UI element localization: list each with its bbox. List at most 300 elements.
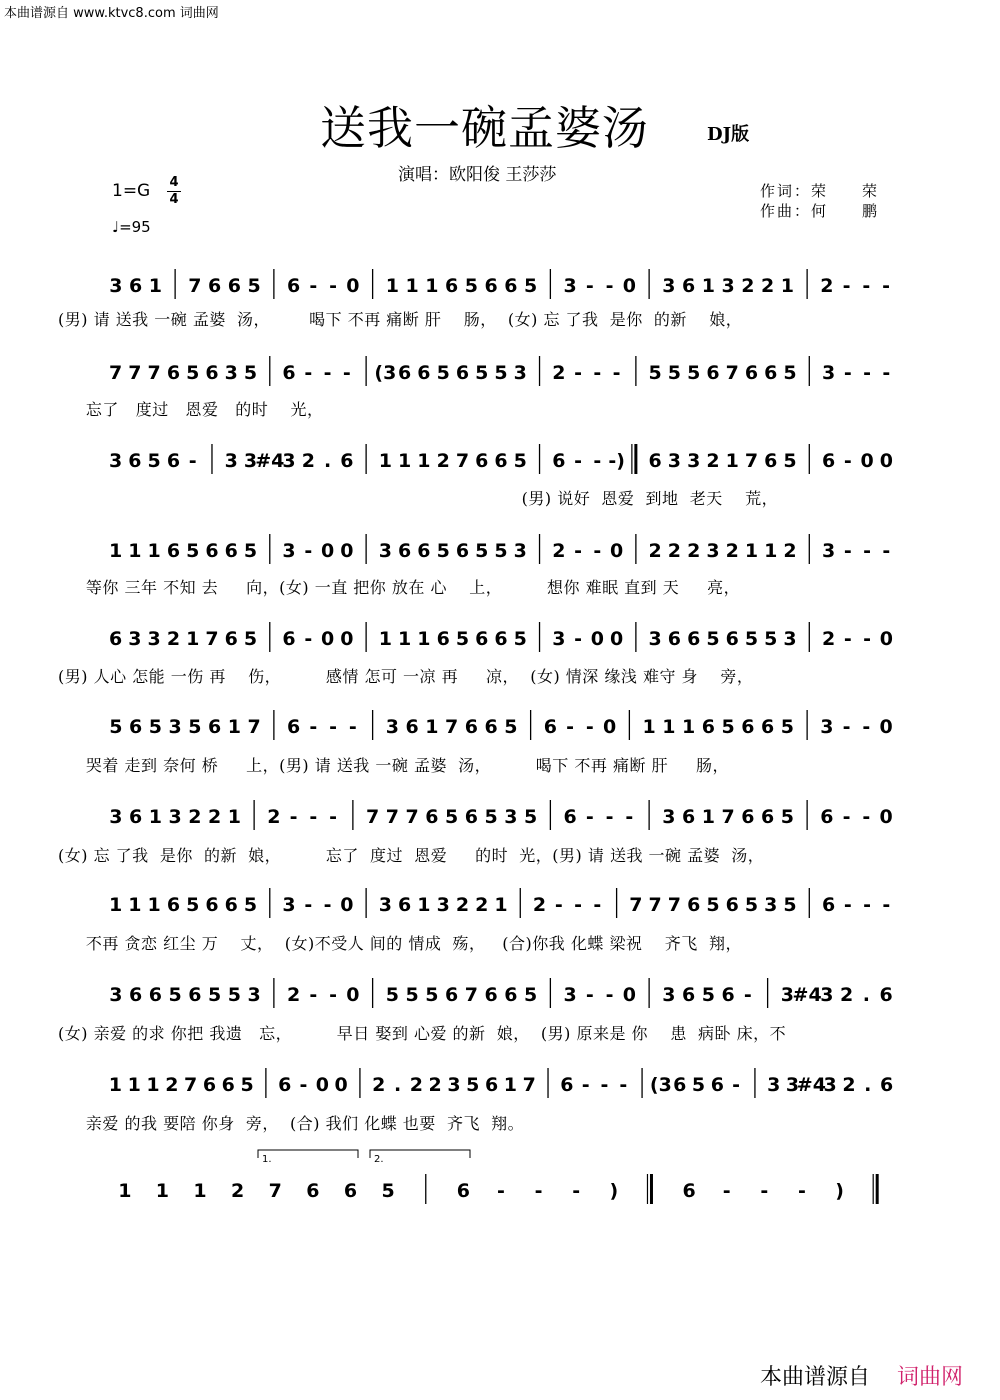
note: 7 — [385, 806, 399, 828]
note: 6 — [687, 894, 701, 916]
note: 5 — [148, 716, 162, 738]
note: 7 — [405, 806, 419, 828]
note: 7 — [725, 362, 739, 384]
note: 3 — [109, 984, 123, 1006]
note: 7 — [128, 362, 142, 384]
note: 6 — [340, 450, 354, 472]
volta-bracket — [370, 1150, 470, 1158]
note: - — [329, 275, 338, 297]
note: 0 — [340, 540, 354, 562]
note: 3 — [552, 628, 566, 650]
note: 6 — [484, 1074, 499, 1096]
note: 3 — [785, 1074, 800, 1096]
note: - — [732, 1074, 741, 1096]
note: 2 — [287, 984, 301, 1006]
note: 5 — [780, 806, 794, 828]
note: 6 — [741, 716, 755, 738]
note: 3 — [820, 984, 834, 1006]
note: 5 — [524, 984, 538, 1006]
note: 6 — [673, 1074, 687, 1096]
note: 0 — [609, 540, 624, 562]
note: 5 — [783, 362, 797, 384]
note: 1 — [494, 894, 508, 916]
note: 7 — [147, 362, 161, 384]
note: 3 — [563, 275, 577, 297]
note: 5 — [744, 894, 759, 916]
note: 5 — [475, 362, 489, 384]
note: 1 — [109, 540, 123, 562]
note: 6 — [306, 1180, 320, 1202]
note: 3 — [513, 540, 527, 562]
note: 7 — [744, 450, 759, 472]
note: 6 — [208, 716, 222, 738]
note: - — [863, 540, 872, 562]
note: 6 — [405, 716, 419, 738]
note: 1 — [405, 275, 419, 297]
lyric-line: 哭着 走到 奈何 桥 上，(男) 请 送我 一碗 孟婆 汤， 喝下 不再 痛断 肝 肠， — [58, 756, 729, 775]
note: 3 — [821, 540, 836, 562]
note: 5 — [436, 362, 450, 384]
note: - — [619, 1074, 628, 1096]
note: 3 — [128, 628, 142, 650]
notation-row-svg — [0, 1154, 1000, 1230]
note: 0 — [334, 1074, 348, 1096]
note: 5 — [783, 894, 797, 916]
note: 3 — [282, 894, 296, 916]
note: 5 — [475, 540, 489, 562]
note: 2 — [552, 540, 566, 562]
note: - — [862, 275, 871, 297]
time-signature — [167, 176, 181, 207]
note: 2 — [532, 894, 547, 916]
note: (3 — [374, 362, 397, 384]
note: 6 — [224, 628, 238, 650]
note: 2 — [188, 806, 202, 828]
note: 6 — [484, 984, 498, 1006]
note: 2 — [267, 806, 281, 828]
note: 6 — [417, 362, 431, 384]
note: 6 — [494, 450, 508, 472]
note: - — [843, 362, 852, 384]
note: 2 — [552, 362, 566, 384]
note: 3 — [821, 362, 836, 384]
note: 0 — [879, 450, 893, 472]
note: 6 — [475, 628, 489, 650]
note: 6 — [425, 806, 439, 828]
note: 3 — [168, 716, 182, 738]
note: 6 — [224, 540, 238, 562]
note: 6 — [202, 1074, 217, 1096]
note: 6 — [166, 450, 181, 472]
note: #4 — [796, 1074, 826, 1096]
note: 6 — [741, 806, 755, 828]
note: - — [299, 1074, 308, 1096]
note: 7 — [205, 628, 219, 650]
note: 1 — [385, 275, 399, 297]
note: . — [862, 984, 870, 1006]
note: 6 — [129, 275, 143, 297]
note: 7 — [109, 362, 123, 384]
note: 7 — [455, 450, 470, 472]
note: 2 — [166, 628, 181, 650]
note: 5 — [436, 540, 450, 562]
note: 3 — [109, 450, 123, 472]
note: 7 — [268, 1180, 282, 1202]
note: 5 — [455, 628, 470, 650]
tempo-mark: ♩=95 — [112, 218, 151, 236]
note: - — [304, 894, 313, 916]
note: 5 — [381, 1180, 395, 1202]
note: 0 — [879, 628, 893, 650]
note: ) — [609, 1180, 619, 1202]
note: 1 — [425, 716, 439, 738]
note: 6 — [464, 716, 478, 738]
note: - — [593, 450, 602, 472]
note: 3 — [109, 275, 123, 297]
note: 5 — [504, 716, 518, 738]
note: 5 — [780, 716, 794, 738]
singer-line: 演唱：欧阳俊 王莎莎 — [398, 165, 557, 185]
note: 0 — [622, 275, 636, 297]
note: - — [605, 275, 614, 297]
note: 6 — [166, 894, 181, 916]
bottom-watermark-right: 词曲网 — [897, 1365, 964, 1390]
note: - — [574, 894, 583, 916]
note: - — [593, 362, 602, 384]
note: 3 — [247, 984, 261, 1006]
note: 2 — [821, 628, 836, 650]
note: 3 — [282, 540, 296, 562]
note: - — [843, 450, 852, 472]
note: 3 — [687, 450, 701, 472]
note: - — [585, 806, 594, 828]
note: 6 — [436, 628, 450, 650]
lyric-line: 忘了 度过 恩爱 的时 光， — [58, 400, 324, 419]
note: 2 — [372, 1074, 386, 1096]
note: 6 — [484, 716, 498, 738]
note: 6 — [398, 894, 412, 916]
note: 2 — [165, 1074, 179, 1096]
note: - — [574, 362, 583, 384]
note: 6 — [821, 450, 836, 472]
note: 6 — [205, 540, 219, 562]
note: - — [843, 540, 852, 562]
note: 5 — [243, 540, 258, 562]
note: - — [863, 894, 872, 916]
note: 5 — [701, 984, 715, 1006]
note: 7 — [464, 984, 478, 1006]
note: 6 — [128, 450, 142, 472]
note: 6 — [455, 362, 470, 384]
note: 5 — [227, 984, 241, 1006]
note: 0 — [315, 1074, 329, 1096]
note: - — [323, 362, 332, 384]
note: - — [863, 628, 872, 650]
note: 1 — [417, 628, 431, 650]
note: 3 — [385, 716, 399, 738]
note: 6 — [764, 450, 778, 472]
note: 6 — [221, 1074, 235, 1096]
note: 7 — [247, 716, 261, 738]
note: 6 — [879, 1074, 894, 1096]
note: 2 — [667, 540, 682, 562]
note: 0 — [603, 716, 617, 738]
note: 1 — [146, 1074, 160, 1096]
note: 5 — [706, 894, 720, 916]
note: 5 — [744, 628, 759, 650]
note: 5 — [764, 628, 778, 650]
note: 0 — [340, 628, 354, 650]
note: 3 — [378, 540, 393, 562]
note: 6 — [667, 628, 682, 650]
note: 6 — [648, 450, 662, 472]
note: 1 — [764, 540, 778, 562]
note: - — [605, 984, 614, 1006]
note: 0 — [320, 628, 335, 650]
note: - — [342, 362, 351, 384]
note: 1 — [425, 275, 439, 297]
composer-credit: 作曲：何 鹏 — [760, 202, 880, 220]
note: 5 — [188, 716, 202, 738]
note: 0 — [879, 806, 893, 828]
note: 6 — [343, 1180, 358, 1202]
lyric-line: (男) 请 送我 一碗 孟婆 汤， 喝下 不再 痛断 肝 肠， (女) 忘 了我 是你 的新 娘， — [58, 310, 743, 329]
note: 6 — [710, 1074, 724, 1096]
note: 2 — [761, 275, 775, 297]
note: 6 — [725, 894, 739, 916]
note: 5 — [405, 984, 419, 1006]
note: - — [585, 716, 594, 738]
note: - — [309, 984, 318, 1006]
note: - — [743, 984, 752, 1006]
note: 5 — [168, 984, 182, 1006]
note: 6 — [879, 984, 893, 1006]
note: 1 — [662, 716, 676, 738]
note: - — [289, 806, 298, 828]
note: 3 — [780, 984, 794, 1006]
note: 1 — [108, 1074, 123, 1096]
note: 1 — [148, 806, 162, 828]
note: 6 — [282, 362, 296, 384]
note: 3 — [783, 628, 797, 650]
note: - — [843, 894, 852, 916]
note: 6 — [484, 275, 498, 297]
note: 6 — [109, 628, 123, 650]
note: 6 — [682, 275, 696, 297]
note: 5 — [667, 362, 682, 384]
note: 1 — [193, 1180, 207, 1202]
note: 5 — [240, 1074, 254, 1096]
song-title: 送我一碗孟婆汤 — [320, 101, 649, 155]
note: 2 — [475, 894, 489, 916]
note: 1 — [227, 806, 241, 828]
note: 6 — [445, 984, 459, 1006]
note: - — [625, 806, 634, 828]
note: - — [304, 540, 313, 562]
note: 6 — [208, 275, 222, 297]
note: 6 — [682, 984, 696, 1006]
note: 1 — [128, 540, 142, 562]
note: 1 — [118, 1180, 132, 1202]
note: 5 — [783, 450, 797, 472]
note: 1 — [701, 275, 715, 297]
note: 5 — [466, 1074, 480, 1096]
note: 6 — [552, 450, 566, 472]
note: 0 — [590, 628, 604, 650]
note: 5 — [691, 1074, 706, 1096]
note: 1 — [744, 540, 759, 562]
note: 1 — [780, 275, 794, 297]
note: 7 — [648, 894, 662, 916]
note: 5 — [186, 540, 200, 562]
note: 6 — [725, 628, 739, 650]
note: 6 — [445, 275, 459, 297]
notation-row — [0, 1154, 1000, 1230]
note: -) — [608, 450, 625, 472]
note: 6 — [129, 984, 143, 1006]
note: 7 — [184, 1074, 198, 1096]
note: 6 — [820, 806, 834, 828]
note: 6 — [504, 275, 518, 297]
lyric-line: (男) 说好 恩爱 到地 老天 荒， — [58, 489, 779, 508]
note: 7 — [445, 716, 459, 738]
note: 5 — [648, 362, 662, 384]
note: 6 — [761, 716, 775, 738]
note: #4 — [255, 450, 285, 472]
note: 3 — [243, 450, 258, 472]
note: - — [600, 1074, 609, 1096]
note: 5 — [243, 628, 258, 650]
note: 1 — [417, 894, 431, 916]
note: 0 — [879, 716, 893, 738]
time-signature-top: 4 — [169, 175, 179, 190]
note: 1 — [725, 450, 739, 472]
note: 2 — [741, 275, 755, 297]
time-signature-bottom: 4 — [169, 192, 179, 207]
note: 6 — [129, 806, 143, 828]
note: 3 — [513, 362, 527, 384]
lyric-line: 亲爱 的我 要陪 你身 旁， (合) 我们 化蝶 也要 齐飞 翔。 — [58, 1114, 525, 1133]
note: (3 — [649, 1074, 672, 1096]
note: - — [574, 628, 583, 650]
note: 3 — [224, 362, 238, 384]
note: 1 — [227, 716, 241, 738]
note: - — [842, 716, 851, 738]
lyric-line: 不再 贪恋 红尘 万 丈， (女)不受人 间的 情成 殇， (合)你我 化蝶 梁祝 齐飞 翔， — [58, 934, 742, 953]
note: 1 — [127, 1074, 141, 1096]
note: 6 — [205, 362, 219, 384]
top-watermark: 本曲谱源自 www.ktvc8.com 词曲网 — [4, 6, 219, 21]
note: 3 — [168, 806, 182, 828]
note: 6 — [148, 984, 162, 1006]
note: 3 — [224, 450, 238, 472]
note: 7 — [667, 894, 682, 916]
note: 5 — [721, 716, 735, 738]
note: - — [323, 894, 332, 916]
note: 6 — [287, 716, 301, 738]
note: 5 — [147, 450, 161, 472]
note: 3 — [563, 984, 577, 1006]
note: 5 — [109, 716, 123, 738]
note: 7 — [629, 894, 643, 916]
note: - — [309, 275, 318, 297]
note: 5 — [524, 806, 538, 828]
note: 6 — [224, 894, 238, 916]
note: 6 — [563, 806, 577, 828]
note: 0 — [320, 540, 335, 562]
note: 6 — [188, 984, 202, 1006]
note: 7 — [721, 806, 735, 828]
note: 5 — [247, 275, 261, 297]
note: - — [612, 362, 621, 384]
note: 0 — [622, 984, 636, 1006]
note: 2 — [208, 806, 222, 828]
note: 3 — [282, 450, 296, 472]
note: - — [798, 1180, 806, 1202]
note: 1 — [398, 628, 412, 650]
note: - — [304, 628, 313, 650]
note: 1 — [128, 894, 142, 916]
note: 5 — [243, 362, 258, 384]
note: . — [864, 1074, 872, 1096]
note: - — [593, 894, 602, 916]
note: 6 — [398, 362, 412, 384]
note: - — [309, 716, 318, 738]
note: 2 — [820, 275, 834, 297]
note: 2 — [428, 1074, 442, 1096]
note: 6 — [701, 716, 715, 738]
note: 1 — [378, 450, 393, 472]
note: 1 — [186, 628, 200, 650]
note: 6 — [166, 540, 181, 562]
note: 1 — [378, 628, 393, 650]
lyricist-credit: 作词：荣 荣 — [760, 182, 880, 200]
note: 2 — [842, 1074, 856, 1096]
note: 5 — [687, 362, 701, 384]
note: 5 — [494, 362, 508, 384]
title-suffix: DJ版 — [707, 124, 750, 145]
note: 6 — [706, 362, 720, 384]
note: 1 — [701, 806, 715, 828]
note: 5 — [385, 984, 399, 1006]
note: 2 — [301, 450, 315, 472]
lyric-line: (男) 人心 怎能 一伤 再 伤， 感情 怎可 一凉 再 凉， (女) 情深 缘浅 难守 身 旁， — [58, 667, 754, 686]
note: 5 — [243, 894, 258, 916]
note: 6 — [417, 540, 431, 562]
bottom-watermark-left: 本曲谱源自 — [760, 1365, 871, 1390]
note: 6 — [282, 628, 296, 650]
note: 3 — [109, 806, 123, 828]
note: 7 — [366, 806, 380, 828]
note: 1 — [147, 540, 161, 562]
note: 0 — [609, 628, 624, 650]
note: 3 — [706, 540, 720, 562]
note: 6 — [687, 628, 701, 650]
note: 5 — [513, 450, 527, 472]
volta-number: 1. — [262, 1154, 272, 1165]
note: 5 — [513, 628, 527, 650]
note: 0 — [346, 984, 360, 1006]
note: 6 — [682, 1180, 696, 1202]
note: 6 — [456, 1180, 470, 1202]
note: 3 — [504, 806, 518, 828]
note: - — [304, 362, 313, 384]
note: - — [497, 1180, 505, 1202]
note: 1 — [147, 894, 161, 916]
note: - — [862, 716, 871, 738]
note: 6 — [761, 806, 775, 828]
note: 6 — [504, 984, 518, 1006]
